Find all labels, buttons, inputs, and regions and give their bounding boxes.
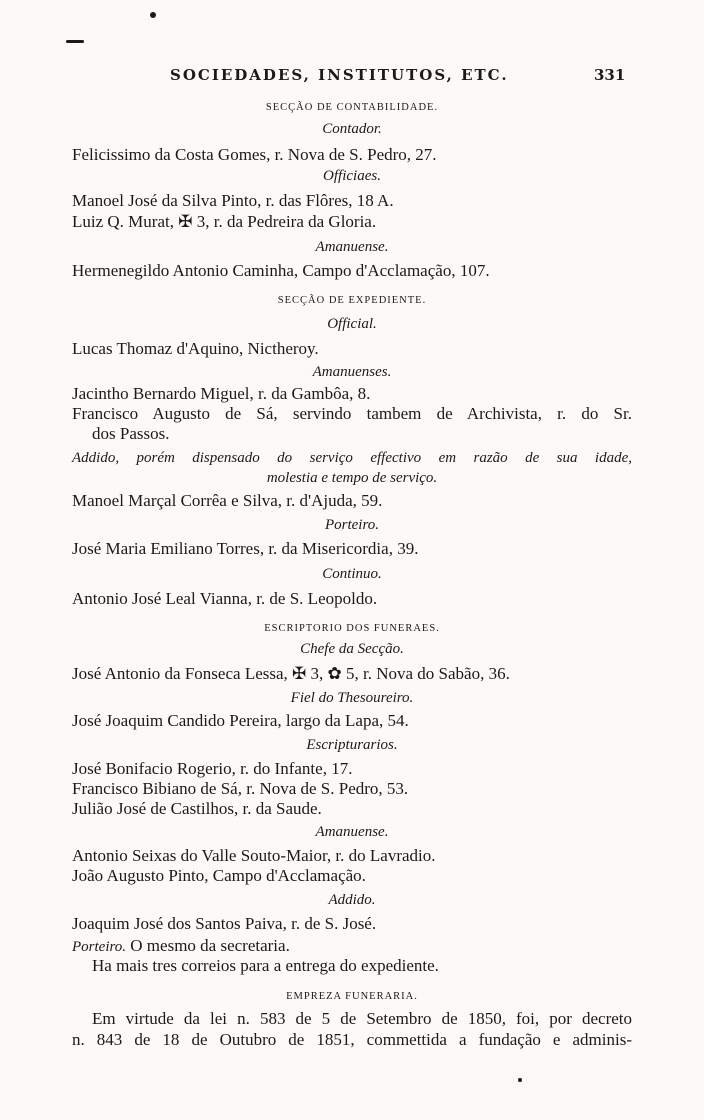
role-heading: Amanuense. (315, 239, 389, 255)
running-header (72, 66, 632, 92)
role-heading: Porteiro. (324, 517, 380, 533)
role-heading: Chefe da Secção. (300, 641, 404, 657)
entry-line: Julião José de Castilhos, r. da Saude. (72, 799, 322, 818)
entry-line: José Maria Emiliano Torres, r. da Misericordia, 39. (72, 539, 419, 558)
ink-speck (66, 40, 84, 43)
role-heading: Escripturarios. (306, 737, 398, 753)
entry-line: Joaquim José dos Santos Paiva, r. de S. José. (72, 914, 377, 933)
entry-continuation: dos Passos. (92, 424, 170, 443)
entry-line: Luiz Q. Murat, ✠ 3, r. da Pedreira da Gloria. (72, 212, 377, 231)
entry-line: José Bonifacio Rogerio, r. do Infante, 17. (72, 759, 353, 778)
role-heading: Addido. (328, 892, 376, 908)
entry-line: Lucas Thomaz d'Aquino, Nictheroy. (72, 339, 319, 358)
section-heading: EMPREZA FUNERARIA. (286, 991, 418, 1002)
role-heading: Contador. (322, 121, 382, 137)
entry-line: João Augusto Pinto, Campo d'Acclamação. (72, 866, 366, 885)
entry-line: Manoel José da Silva Pinto, r. das Flôres, 18 A. (72, 191, 394, 210)
role-heading: Official. (327, 316, 377, 332)
section-heading: ESCRIPTORIO DOS FUNERAES. (264, 623, 440, 634)
section-heading: SECÇÃO DE CONTABILIDADE. (265, 102, 439, 113)
entry-line (72, 936, 632, 957)
role-heading: Officiaes. (323, 168, 381, 184)
entry-line: Felicissimo da Costa Gomes, r. Nova de S. Pedro, 27. (72, 145, 437, 164)
role-heading: Amanuense. (315, 824, 389, 840)
entry-line: José Antonio da Fonseca Lessa, ✠ 3, ✿ 5, r. Nova do Sabão, 36. (72, 664, 510, 683)
entry-text: O mesmo da secretaria. (126, 936, 290, 955)
section-heading: SECÇÃO DE EXPEDIENTE. (277, 295, 427, 306)
ink-speck (518, 1078, 522, 1082)
role-label: Porteiro. (72, 939, 127, 955)
entry-line: José Joaquim Candido Pereira, largo da Lapa, 54. (72, 711, 409, 730)
entry-line: Francisco Bibiano de Sá, r. Nova de S. Pedro, 53. (72, 779, 409, 798)
entry-line: Antonio José Leal Vianna, r. de S. Leopoldo. (72, 589, 378, 608)
role-heading: Fiel do Thesoureiro. (290, 690, 414, 706)
paragraph-line: n. 843 de 18 de Outubro de 1851, commettida a fundação e adminis- (72, 1030, 632, 1049)
note-line: Addido, porém dispensado do serviço effectivo em razão de sua idade, (72, 450, 632, 466)
note-continuation: molestia e tempo de serviço. (266, 470, 438, 486)
role-heading: Continuo. (322, 566, 382, 582)
running-title: SOCIEDADES, INSTITUTOS, ETC. (170, 66, 509, 84)
entry-line: Francisco Augusto de Sá, servindo tambem de Archivista, r. do Sr. (72, 404, 632, 423)
entry-line: Ha mais tres correios para a entrega do expediente. (92, 956, 439, 975)
page-number: 331 (594, 66, 626, 84)
ink-speck (150, 12, 156, 18)
entry-line: Hermenegildo Antonio Caminha, Campo d'Acclamação, 107. (72, 261, 490, 280)
entry-line: Manoel Marçal Corrêa e Silva, r. d'Ajuda, 59. (72, 491, 383, 510)
role-heading: Amanuenses. (312, 364, 392, 380)
entry-line: Antonio Seixas do Valle Souto-Maior, r. do Lavradio. (72, 846, 436, 865)
paragraph-line: Em virtude da lei n. 583 de 5 de Setembro de 1850, foi, por decreto (92, 1009, 632, 1028)
entry-line: Jacintho Bernardo Miguel, r. da Gambôa, 8. (72, 384, 371, 403)
